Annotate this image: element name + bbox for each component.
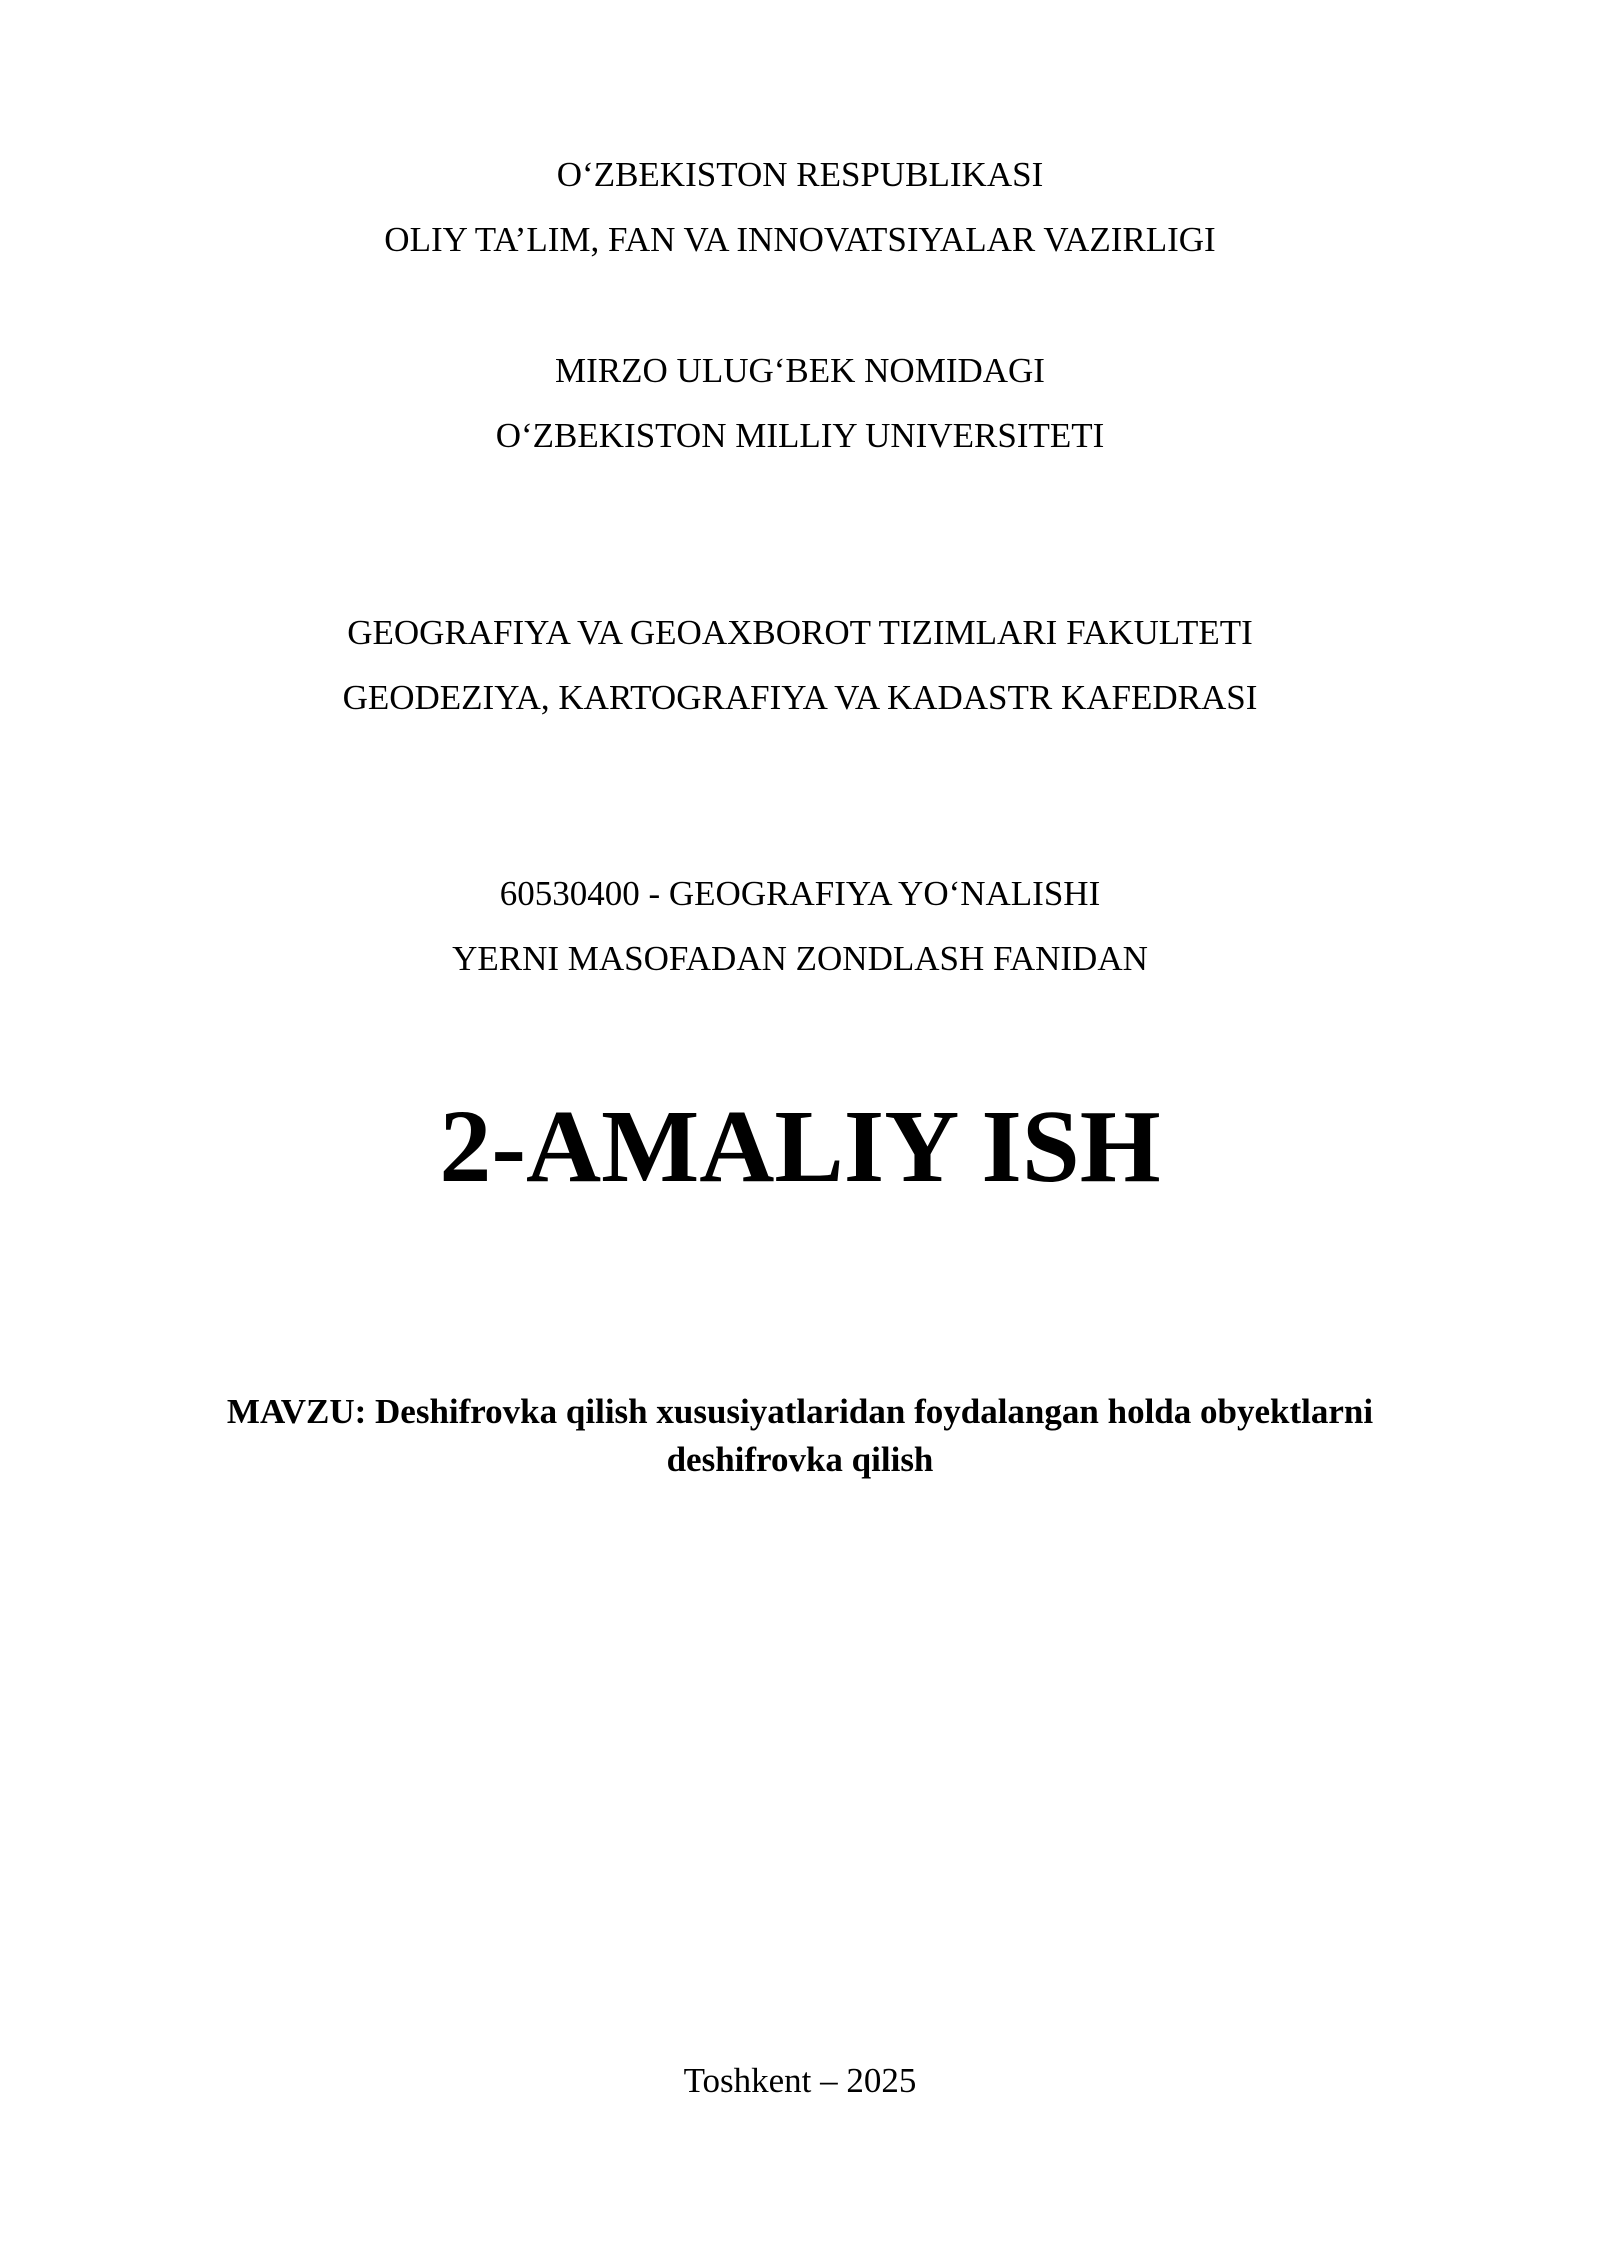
country-name: O‘ZBEKISTON RESPUBLIKASI: [556, 155, 1044, 194]
faculty-name: GEOGRAFIYA VA GEOAXBOROT TIZIMLARI FAKULTETI: [347, 613, 1253, 652]
document-title: 2-AMALIY ISH: [439, 1089, 1161, 1204]
topic-block: [0, 1388, 1600, 1484]
department-name: GEODEZIYA, KARTOGRAFIYA VA KADASTR KAFEDRASI: [342, 678, 1258, 717]
topic-line2: deshifrovka qilish: [666, 1440, 934, 1479]
topic-line1: MAVZU: Deshifrovka qilish xususiyatlaridan foydalangan holda obyektlarni: [226, 1392, 1374, 1431]
place-year: Toshkent – 2025: [683, 2061, 917, 2100]
university-name-line2: O‘ZBEKISTON MILLIY UNIVERSITETI: [495, 416, 1105, 455]
subject-name: YERNI MASOFADAN ZONDLASH FANIDAN: [452, 939, 1148, 978]
program-code: 60530400 - GEOGRAFIYA YO‘NALISHI: [499, 874, 1101, 913]
university-name-line1: MIRZO ULUG‘BEK NOMIDAGI: [555, 351, 1045, 390]
ministry-name: OLIY TA’LIM, FAN VA INNOVATSIYALAR VAZIRLIGI: [384, 220, 1216, 259]
